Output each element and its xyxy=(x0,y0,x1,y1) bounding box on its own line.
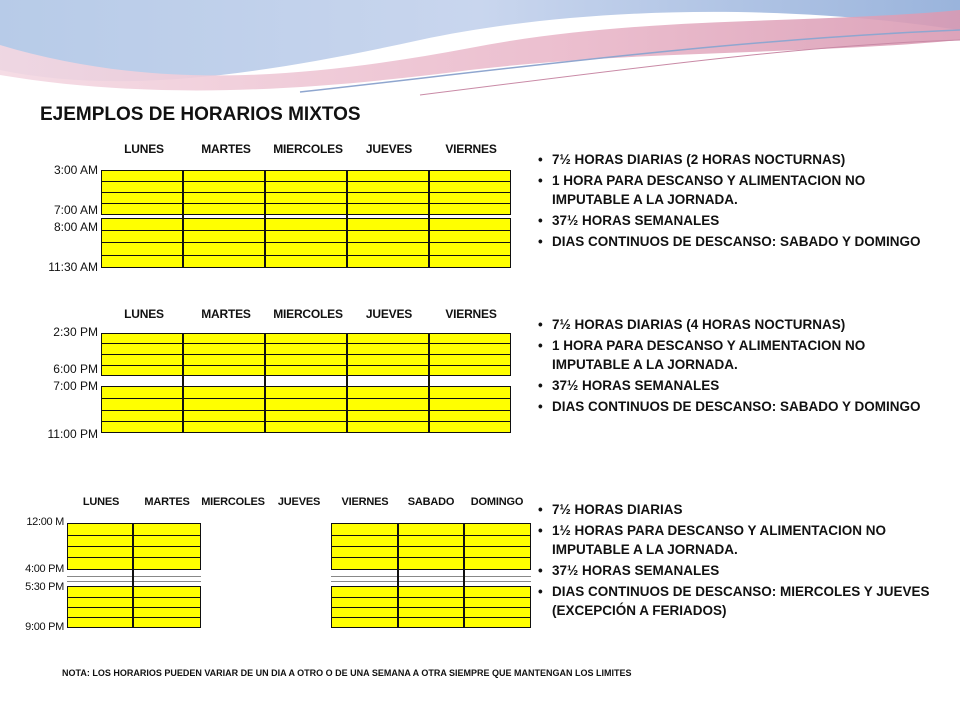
note-item: • DIAS CONTINUOS DE DESCANSO: SABADO Y DOMINGO xyxy=(530,232,930,251)
note-item: • 1 HORA PARA DESCANSO Y ALIMENTACION NO IMPUTABLE A LA JORNADA. xyxy=(530,336,930,374)
day-header: JUEVES xyxy=(365,142,413,156)
day-header: JUEVES xyxy=(365,307,413,321)
time-label: 5:30 PM xyxy=(25,581,64,593)
note-item: • DIAS CONTINUOS DE DESCANSO: MIERCOLES Y JUEVES (EXCEPCIÓN A FERIADOS) xyxy=(530,582,930,620)
day-header: MARTES xyxy=(144,496,190,508)
day-header: MIERCOLES xyxy=(273,307,343,321)
schedule-2-notes xyxy=(530,315,930,418)
day-header: DOMINGO xyxy=(470,496,524,508)
time-label: 7:00 PM xyxy=(53,379,98,393)
time-label: 2:30 PM xyxy=(53,325,98,339)
time-label: 8:00 AM xyxy=(53,220,98,234)
time-label: 7:00 AM xyxy=(53,203,98,217)
note-item: • 37½ HORAS SEMANALES xyxy=(530,211,930,230)
footnote: NOTA: LOS HORARIOS PUEDEN VARIAR DE UN DIA A OTRO O DE UNA SEMANA A OTRA SIEMPRE QUE MANTENGAN LOS LIMITES xyxy=(62,668,632,678)
note-item: • DIAS CONTINUOS DE DESCANSO: SABADO Y DOMINGO xyxy=(530,397,930,416)
note-item: • 1½ HORAS PARA DESCANSO Y ALIMENTACION NO IMPUTABLE A LA JORNADA. xyxy=(530,521,930,559)
day-header: MARTES xyxy=(201,307,251,321)
note-item: • 7½ HORAS DIARIAS (4 HORAS NOCTURNAS) xyxy=(530,315,930,334)
page-title: EJEMPLOS DE HORARIOS MIXTOS xyxy=(40,104,361,125)
day-header: LUNES xyxy=(82,496,120,508)
day-header: SABADO xyxy=(407,496,455,508)
schedule-3-notes xyxy=(530,500,930,622)
day-header: MIERCOLES xyxy=(273,142,343,156)
day-header: VIERNES xyxy=(341,496,389,508)
note-item: • 37½ HORAS SEMANALES xyxy=(530,561,930,580)
day-header: MARTES xyxy=(201,142,251,156)
note-item: • 7½ HORAS DIARIAS (2 HORAS NOCTURNAS) xyxy=(530,150,930,169)
schedule-1-notes xyxy=(530,150,930,253)
work-block xyxy=(101,218,511,268)
time-label: 6:00 PM xyxy=(53,362,98,376)
day-header: VIERNES xyxy=(445,307,497,321)
note-item: • 37½ HORAS SEMANALES xyxy=(530,376,930,395)
time-label: 11:00 PM xyxy=(47,427,98,441)
day-header: MIERCOLES xyxy=(201,496,265,508)
decorative-swoosh-banner xyxy=(0,0,960,110)
day-header: LUNES xyxy=(124,307,164,321)
time-label: 4:00 PM xyxy=(25,563,64,575)
time-label: 9:00 PM xyxy=(25,621,64,633)
note-item: • 7½ HORAS DIARIAS xyxy=(530,500,930,519)
time-label: 12:00 M xyxy=(26,516,64,528)
day-header: LUNES xyxy=(124,142,164,156)
time-label: 3:00 AM xyxy=(53,163,98,177)
note-item: • 1 HORA PARA DESCANSO Y ALIMENTACION NO IMPUTABLE A LA JORNADA. xyxy=(530,171,930,209)
day-header: VIERNES xyxy=(445,142,497,156)
time-label: 11:30 AM xyxy=(48,260,98,274)
day-header: JUEVES xyxy=(277,496,321,508)
